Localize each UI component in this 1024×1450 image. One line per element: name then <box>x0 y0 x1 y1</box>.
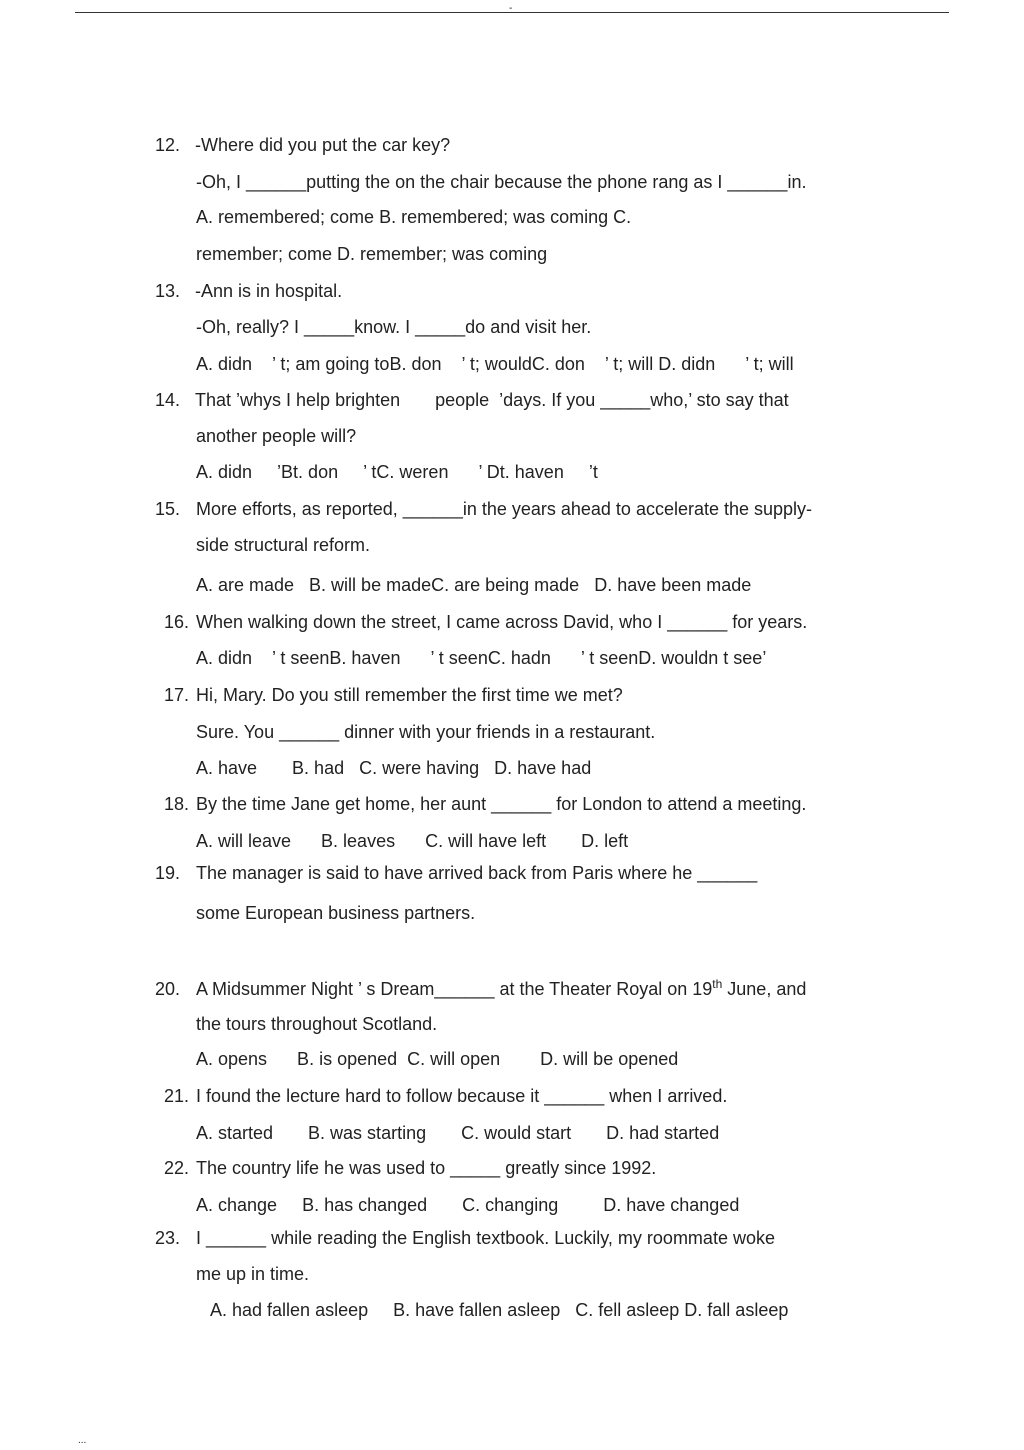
question-number: 22. <box>163 1158 189 1178</box>
header-mark: - <box>509 3 513 14</box>
answer-options: A. didn ’ t seenB. haven ’ t seenC. hadn ’ t seenD. wouldn t see’ <box>196 648 767 668</box>
question-number: 12. <box>154 135 180 155</box>
question-text: -Where did you put the car key? <box>195 135 451 155</box>
question-text: the tours throughout Scotland. <box>196 1014 438 1034</box>
answer-options: remember; come D. remember; was coming <box>196 244 548 264</box>
question-text: another people will? <box>196 426 357 446</box>
question-text: I found the lecture hard to follow because it ______ when I arrived. <box>196 1086 728 1106</box>
question-text: side structural reform. <box>196 535 371 555</box>
question-number: 23. <box>154 1228 180 1248</box>
question-text: More efforts, as reported, ______in the years ahead to accelerate the supply- <box>196 499 813 519</box>
question-text: some European business partners. <box>196 903 476 923</box>
question-text: -Ann is in hospital. <box>195 281 343 301</box>
answer-options: A. are made B. will be madeC. are being made D. have been made <box>196 575 752 595</box>
question-text: I ______ while reading the English textbook. Luckily, my roommate woke <box>196 1228 775 1248</box>
answer-options: A. will leave B. leaves C. will have left D. left <box>196 831 629 851</box>
question-number: 19. <box>154 863 180 883</box>
question-number: 20. <box>154 979 180 999</box>
question-text: -Oh, really? I _____know. I _____do and visit her. <box>196 317 592 337</box>
answer-options: A. didn ’Bt. don ’ tC. weren ’ Dt. haven ’t <box>196 462 598 482</box>
question-text-part: A Midsummer Night ’ s Dream______ at the Theater Royal on 19 <box>196 979 713 999</box>
question-number: 16. <box>163 612 189 632</box>
question-text: The country life he was used to _____ greatly since 1992. <box>196 1158 657 1178</box>
answer-options: A. remembered; come B. remembered; was coming C. <box>196 207 632 227</box>
question-text: me up in time. <box>196 1264 310 1284</box>
question-text: That ’whys I help brighten people ’days. If you _____who,’ sto say that <box>195 390 789 410</box>
question-number: 15. <box>154 499 180 519</box>
question-number: 21. <box>163 1086 189 1106</box>
question-text-part: June, and <box>722 979 807 999</box>
answer-options: A. didn ’ t; am going toB. don ’ t; wouldC. don ’ t; will D. didn ’ t; will <box>196 354 794 374</box>
question-text: The manager is said to have arrived back from Paris where he ______ <box>196 863 758 883</box>
answer-options: A. opens B. is opened C. will open D. will be opened <box>196 1049 679 1069</box>
question-text: When walking down the street, I came across David, who I ______ for years. <box>196 612 808 632</box>
answer-options: A. have B. had C. were having D. have had <box>196 758 592 778</box>
question-text: Sure. You ______ dinner with your friends in a restaurant. <box>196 722 656 742</box>
answer-options: A. started B. was starting C. would start D. had started <box>196 1123 720 1143</box>
answer-options: A. change B. has changed C. changing D. have changed <box>196 1195 740 1215</box>
question-text: Hi, Mary. Do you still remember the first time we met? <box>196 685 623 705</box>
answer-options: A. had fallen asleep B. have fallen asleep C. fell asleep D. fall asleep <box>210 1300 789 1320</box>
question-text: -Oh, I ______putting the on the chair because the phone rang as I ______in. <box>196 172 807 192</box>
question-text: By the time Jane get home, her aunt ______ for London to attend a meeting. <box>196 794 807 814</box>
ordinal-suffix: th <box>712 977 723 991</box>
question-number: 17. <box>163 685 189 705</box>
question-number: 13. <box>154 281 180 301</box>
question-number: 18. <box>163 794 189 814</box>
question-number: 14. <box>154 390 180 410</box>
question-text <box>196 978 806 1000</box>
footer-mark: ... <box>78 1435 87 1446</box>
